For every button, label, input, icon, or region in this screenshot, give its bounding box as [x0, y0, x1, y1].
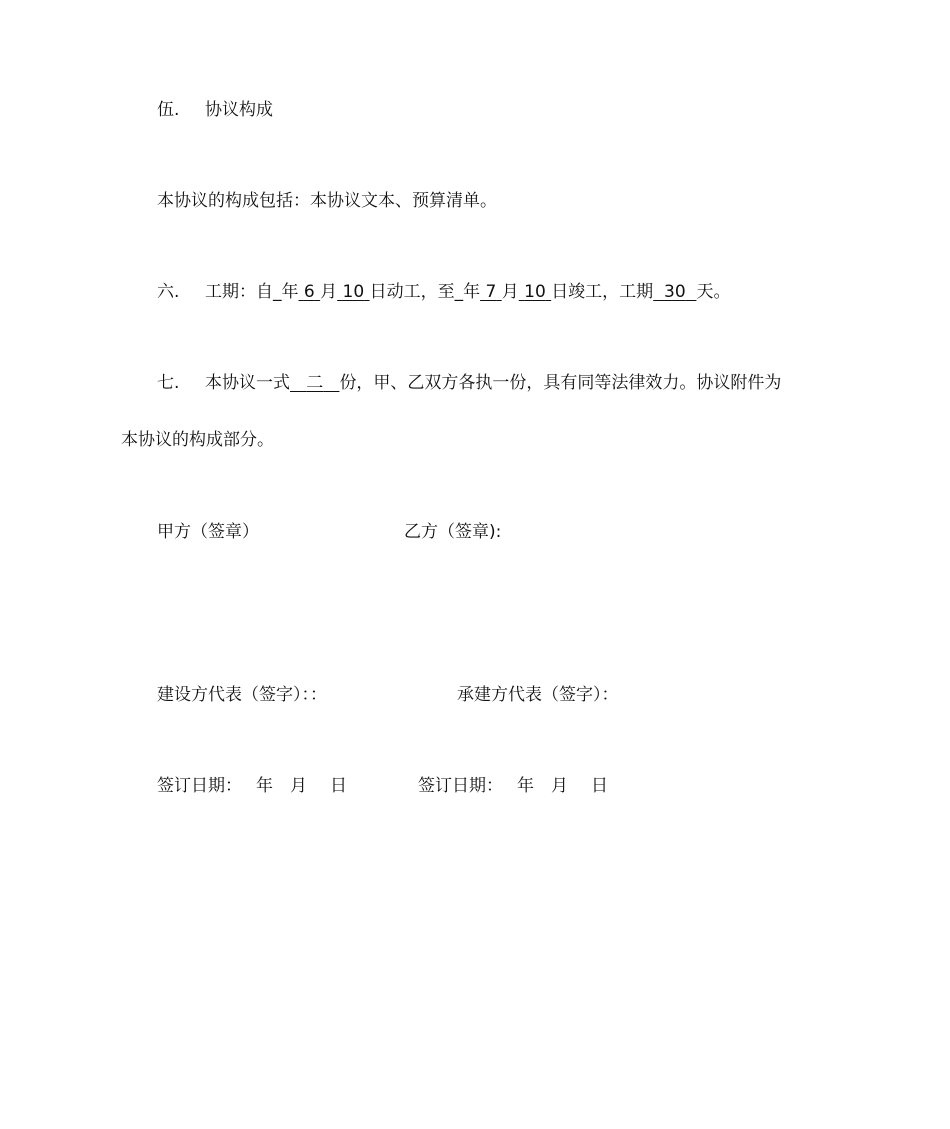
composition-paragraph: 本协议的构成包括：本协议文本、预算清单。: [157, 191, 497, 211]
party-b-seal-label: 乙方（签章):: [404, 522, 502, 542]
start-month-value: 6: [303, 282, 315, 302]
signing-date-b-year: 年: [517, 776, 534, 796]
section-5-number: 伍.: [157, 100, 180, 120]
copies-value: 二: [306, 373, 324, 393]
signing-date-a-month: 月: [290, 776, 307, 796]
signing-date-a-label: 签订日期：: [157, 776, 242, 796]
signing-date-b-day: 日: [591, 776, 608, 796]
signing-date-a: [157, 775, 347, 797]
builder-representative-label: 建设方代表（签字）：：: [157, 685, 327, 705]
signing-date-a-day: 日: [330, 776, 347, 796]
signing-date-b-label: 签订日期：: [418, 776, 503, 796]
section-7-continuation: 本协议的构成部分。: [121, 430, 274, 450]
section-6-text-2: 月: [320, 282, 338, 302]
end-day-value: 10: [524, 282, 546, 302]
section-7-number: 七.: [157, 373, 180, 393]
party-a-seal-label: 甲方（签章）: [157, 522, 259, 542]
signing-date-a-year: 年: [256, 776, 273, 796]
section-7-copies: [157, 372, 781, 394]
start-day-value: 10: [342, 282, 365, 302]
signing-date-b: [418, 775, 608, 797]
section-6-text-1: 工期：自_年: [205, 282, 299, 302]
section-6-text-3: 日动工，至_年: [369, 282, 481, 302]
duration-days-value: 30: [664, 282, 686, 302]
section-5-title: 协议构成: [205, 100, 273, 120]
section-6-text-4: 月: [501, 282, 519, 302]
end-month-value: 7: [485, 282, 497, 302]
section-7-text-2: 份，甲、乙双方各执一份，具有同等法律效力。协议附件为: [339, 373, 782, 393]
contractor-representative-label: 承建方代表（签字）：: [457, 685, 619, 705]
section-6-number: 六.: [157, 282, 180, 302]
section-6-text-6: 天。: [696, 282, 731, 302]
section-6-duration: [157, 281, 730, 303]
section-6-text-5: 日竣工，工期: [551, 282, 654, 302]
signing-date-b-month: 月: [551, 776, 568, 796]
section-5-heading: [157, 99, 273, 121]
section-7-text-1: 本协议一式: [205, 373, 290, 393]
